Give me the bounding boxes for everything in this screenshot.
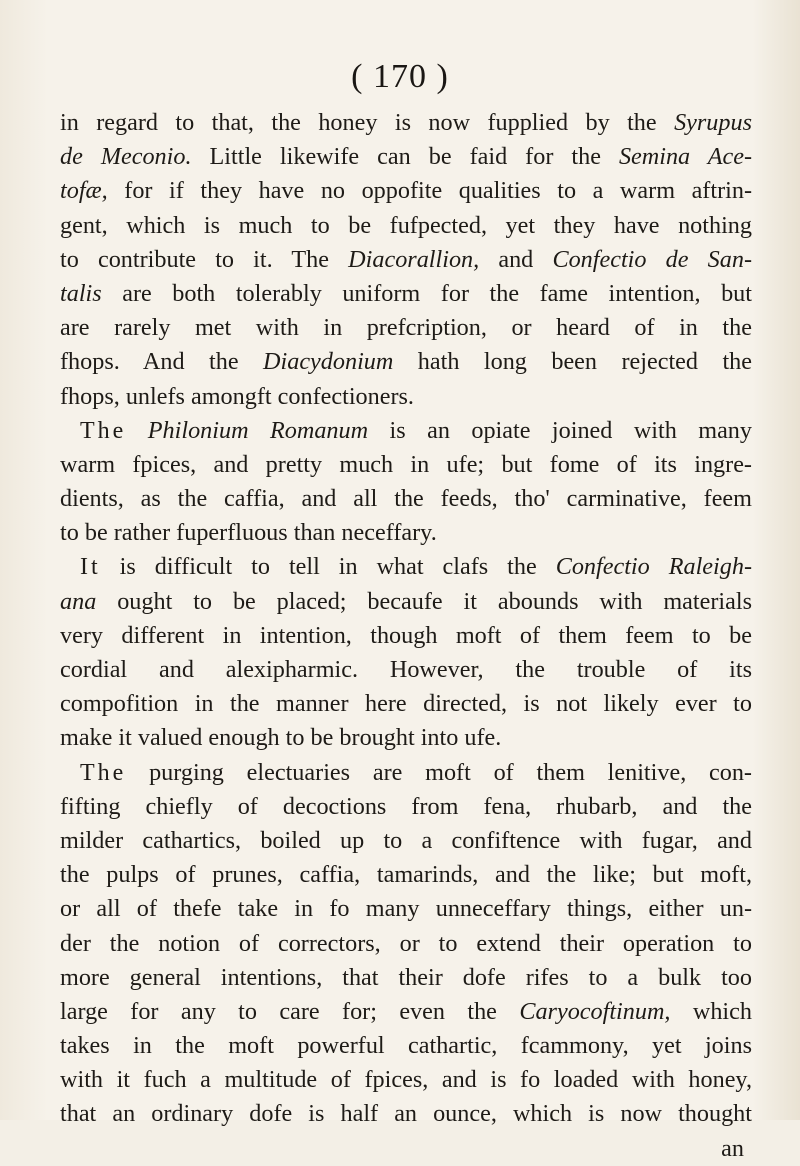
text-run: takes in the moft powerful cathartic, fcammony, yet joins xyxy=(60,1032,752,1060)
text-run: very different in intention, though moft of them feem to be xyxy=(60,621,752,649)
text-run: for if they have no oppofite qualities to a warm aftrin- xyxy=(107,177,752,205)
text-line xyxy=(60,892,752,926)
text-run: with it fuch a multitude of fpices, and is fo loaded with honey, xyxy=(60,1066,752,1094)
text-run: in regard to that, the honey is now fupplied by the xyxy=(60,109,675,136)
text-line xyxy=(60,961,752,995)
text-run: gent, which is much to be fufpected, yet they have nothing xyxy=(60,211,752,239)
text-run: are rarely met with in prefcription, or heard of in the xyxy=(60,314,752,342)
text-line xyxy=(60,927,752,961)
text-line xyxy=(60,687,752,721)
text-run: and xyxy=(479,245,553,273)
text-line xyxy=(60,995,752,1029)
text-run: is an opiate joined with many xyxy=(368,416,752,444)
text-run: Caryocoftinum, xyxy=(519,997,671,1025)
text-line xyxy=(60,585,752,619)
text-run: make it valued enough to be brought into ufe. xyxy=(60,724,502,752)
text-run: compofition in the manner here directed, is not likely ever to xyxy=(60,690,752,718)
text-run: purging electuaries are moft of them lenitive, con- xyxy=(126,758,752,786)
text-line xyxy=(60,756,752,790)
text-run: large for any to care for; even the xyxy=(60,997,520,1025)
text-line xyxy=(60,721,752,755)
text-line xyxy=(60,380,752,414)
text-line xyxy=(60,482,752,516)
text-line xyxy=(60,1063,752,1097)
text-run: tofæ, xyxy=(60,177,108,205)
text-run: more general intentions, that their dofe rifes to a bulk too xyxy=(60,963,752,991)
text-line xyxy=(60,448,752,482)
text-run: fhops, unlefs amongft confectioners. xyxy=(60,382,414,410)
text-run: hath long been rejected the xyxy=(393,348,752,376)
text-run: to be rather fuperfluous than neceffary. xyxy=(60,519,437,547)
text-run: It xyxy=(80,554,101,581)
text-line xyxy=(60,277,752,311)
text-run: cordial and alexipharmic. However, the trouble of its xyxy=(60,656,752,683)
text-line xyxy=(60,619,752,653)
text-run: talis xyxy=(60,279,102,307)
text-line xyxy=(60,516,752,550)
text-line xyxy=(60,550,752,584)
text-line xyxy=(60,243,752,277)
text-run: fifting chiefly of decoctions from fena, rhubarb, and the xyxy=(60,792,752,820)
text-run xyxy=(126,417,147,444)
text-run: Diacydonium xyxy=(263,348,394,376)
text-run: ought to be placed; becaufe it abounds with materials xyxy=(96,587,752,615)
text-line xyxy=(60,824,752,858)
text-run: to contribute to it. The xyxy=(60,245,349,273)
page-number: ( 170 ) xyxy=(351,58,449,95)
text-run: which xyxy=(670,997,752,1025)
text-line xyxy=(60,311,752,345)
text-run: warm fpices, and pretty much in ufe; but fome of its ingre- xyxy=(60,450,752,478)
text-run: are both tolerably uniform for the fame intention, but xyxy=(101,279,752,307)
text-run: Syrupus xyxy=(674,109,752,136)
text-line xyxy=(60,209,752,243)
text-run: The xyxy=(80,759,127,786)
text-run: fhops. And the xyxy=(60,348,264,376)
text-line xyxy=(60,345,752,379)
text-run: the pulps of prunes, caffia, tamarinds, and the like; but moft, xyxy=(60,861,752,889)
text-line xyxy=(60,790,752,824)
text-run: The xyxy=(80,417,127,444)
text-run: de Meconio. xyxy=(60,143,192,171)
text-run: Confectio Raleigh- xyxy=(555,553,752,581)
text-line xyxy=(60,858,752,892)
text-line xyxy=(60,653,752,687)
text-line xyxy=(60,1029,752,1063)
text-run: or all of thefe take in fo many unneceffary things, either un- xyxy=(60,895,752,923)
body-text xyxy=(60,106,752,1166)
text-line xyxy=(60,174,752,208)
text-run: that an ordinary dofe is half an ounce, which is now thought xyxy=(60,1100,752,1128)
text-run: is difficult to tell in what clafs the xyxy=(100,553,556,581)
text-run: Semina Ace- xyxy=(618,143,753,171)
text-run: milder cathartics, boiled up to a confiftence with fugar, and xyxy=(60,826,752,854)
text-run: Philonium Romanum xyxy=(147,416,369,444)
text-line xyxy=(60,414,752,448)
text-line xyxy=(60,1097,752,1131)
catchword: an xyxy=(721,1134,744,1162)
text-run: Diacorallion, xyxy=(348,245,480,273)
text-run: ana xyxy=(60,587,97,615)
text-line xyxy=(60,140,752,174)
text-run: der the notion of correctors, or to extend their operation to xyxy=(60,929,752,957)
text-run: Confectio de San- xyxy=(552,245,752,273)
text-line xyxy=(60,106,752,140)
text-run: Little likewife can be faid for the xyxy=(191,143,619,171)
text-run: dients, as the caffia, and all the feeds, tho' carminative, feem xyxy=(60,485,752,513)
